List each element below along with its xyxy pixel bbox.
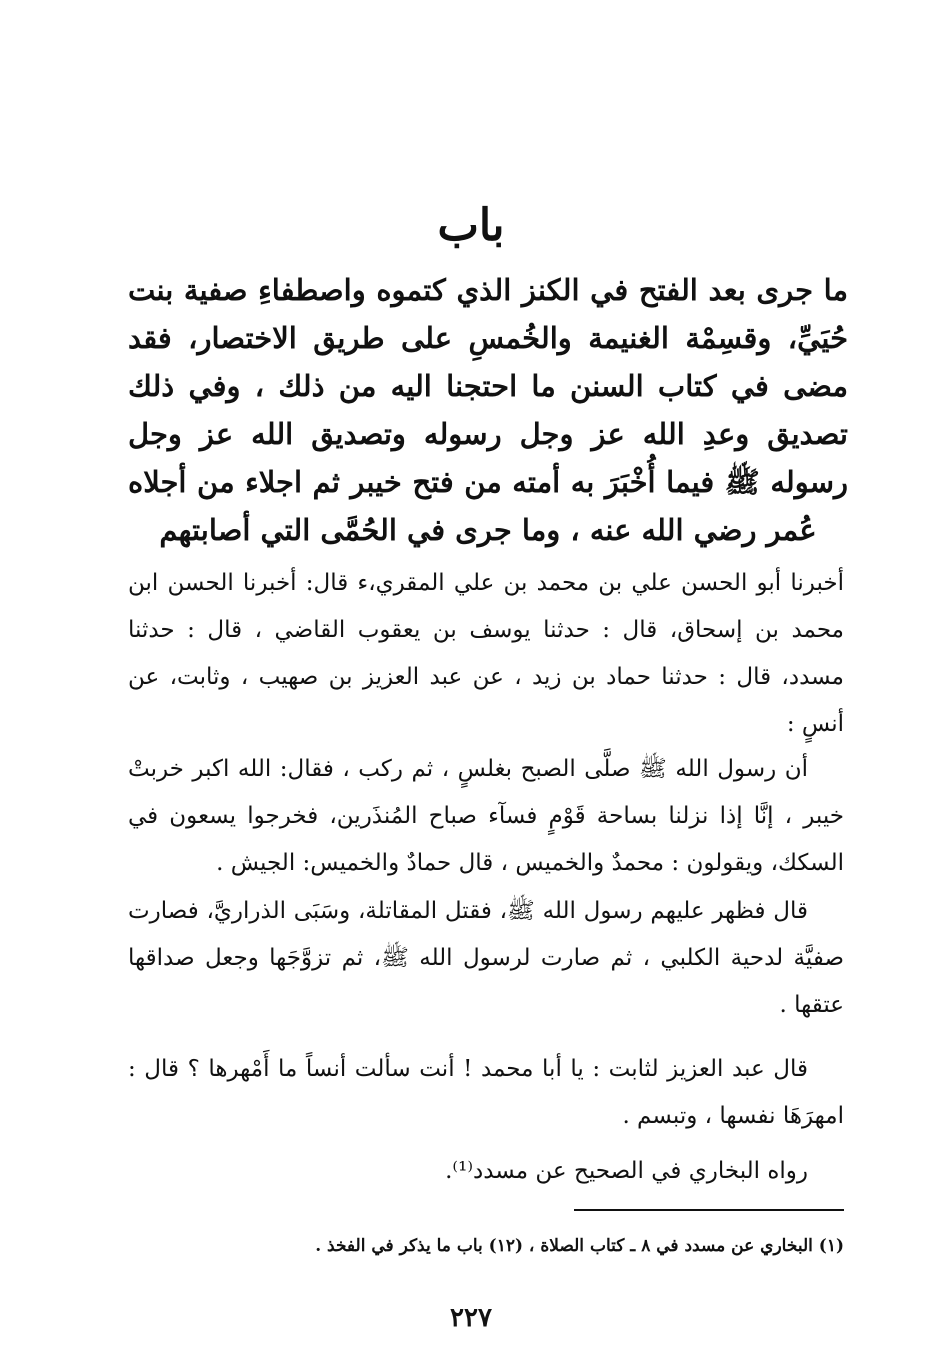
source-paragraph: رواه البخاري في الصحيح عن مسدد⁽¹⁾. bbox=[445, 1158, 808, 1184]
footnote: (١) البخاري عن مسدد في ٨ ـ كتاب الصلاة ، (١٢) باب ما يذكر في الفخذ . bbox=[315, 1236, 844, 1256]
isnad-paragraph: أخبرنا أبو الحسن علي بن محمد بن علي المقري،ء قال: أخبرنا الحسن ابن محمد بن إسحاق، قال : حدثنا يوسف بن يعقوب القاضي ، قال : حدثنا مسدد، قال : حدثنا حماد بن زيد ، عن عبد العزيز بن صهيب ، وثابت، عن أنسٍ : bbox=[128, 570, 844, 737]
dialogue-paragraph: قال عبد العزيز لثابت : يا أبا محمد ! أنت سألت أنساً ما أَمْهرها ؟ قال : امهرَهَا نفسها ، وتبسم . bbox=[128, 1056, 844, 1129]
footnote-divider bbox=[574, 1209, 844, 1211]
chapter-heading: باب bbox=[437, 200, 505, 251]
hadith-continuation-paragraph: قال فظهر عليهم رسول الله ﷺ، فقتل المقاتلة، وسَبَى الذراريَّ، فصارت صفيَّة لدحية الكلبي ، ثم صارت لرسول الله ﷺ، ثم تزوَّجَها وجعل صداقها عتقها . bbox=[128, 898, 844, 1018]
hadith-paragraph: أن رسول الله ﷺ صلَّى الصبح بغلسٍ ، ثم ركب ، فقال: الله اكبر خربتْ خيبر ، إنَّا إذا نزلنا بساحة قَوْمٍ فسآء صباح المُنذَرين، فخرجوا يسعون في السكك، ويقولون : محمدٌ والخميس ، قال حمادٌ والخميس: الجيش . bbox=[128, 756, 844, 876]
page-number: ٢٢٧ bbox=[450, 1303, 492, 1333]
chapter-subtitle: ما جرى بعد الفتح في الكنز الذي كتموه واصطفاءِ صفية بنت حُيَيِّ، وقسِمْة الغنيمة والخُمسِ على طريق الاختصار، فقد مضى في كتاب السنن ما احتجنا اليه من ذلك ، وفي ذلك تصديق وعدِ الله عز وجل رسوله وتصديق الله عز وجل رسوله ﷺ فيما أُخْبَرَ به أمته من فتح خيبر ثم اجلاء من أجلاه عُمر رضي الله عنه ، وما جرى في الحُمَّى التي أصابتهم bbox=[128, 273, 848, 547]
